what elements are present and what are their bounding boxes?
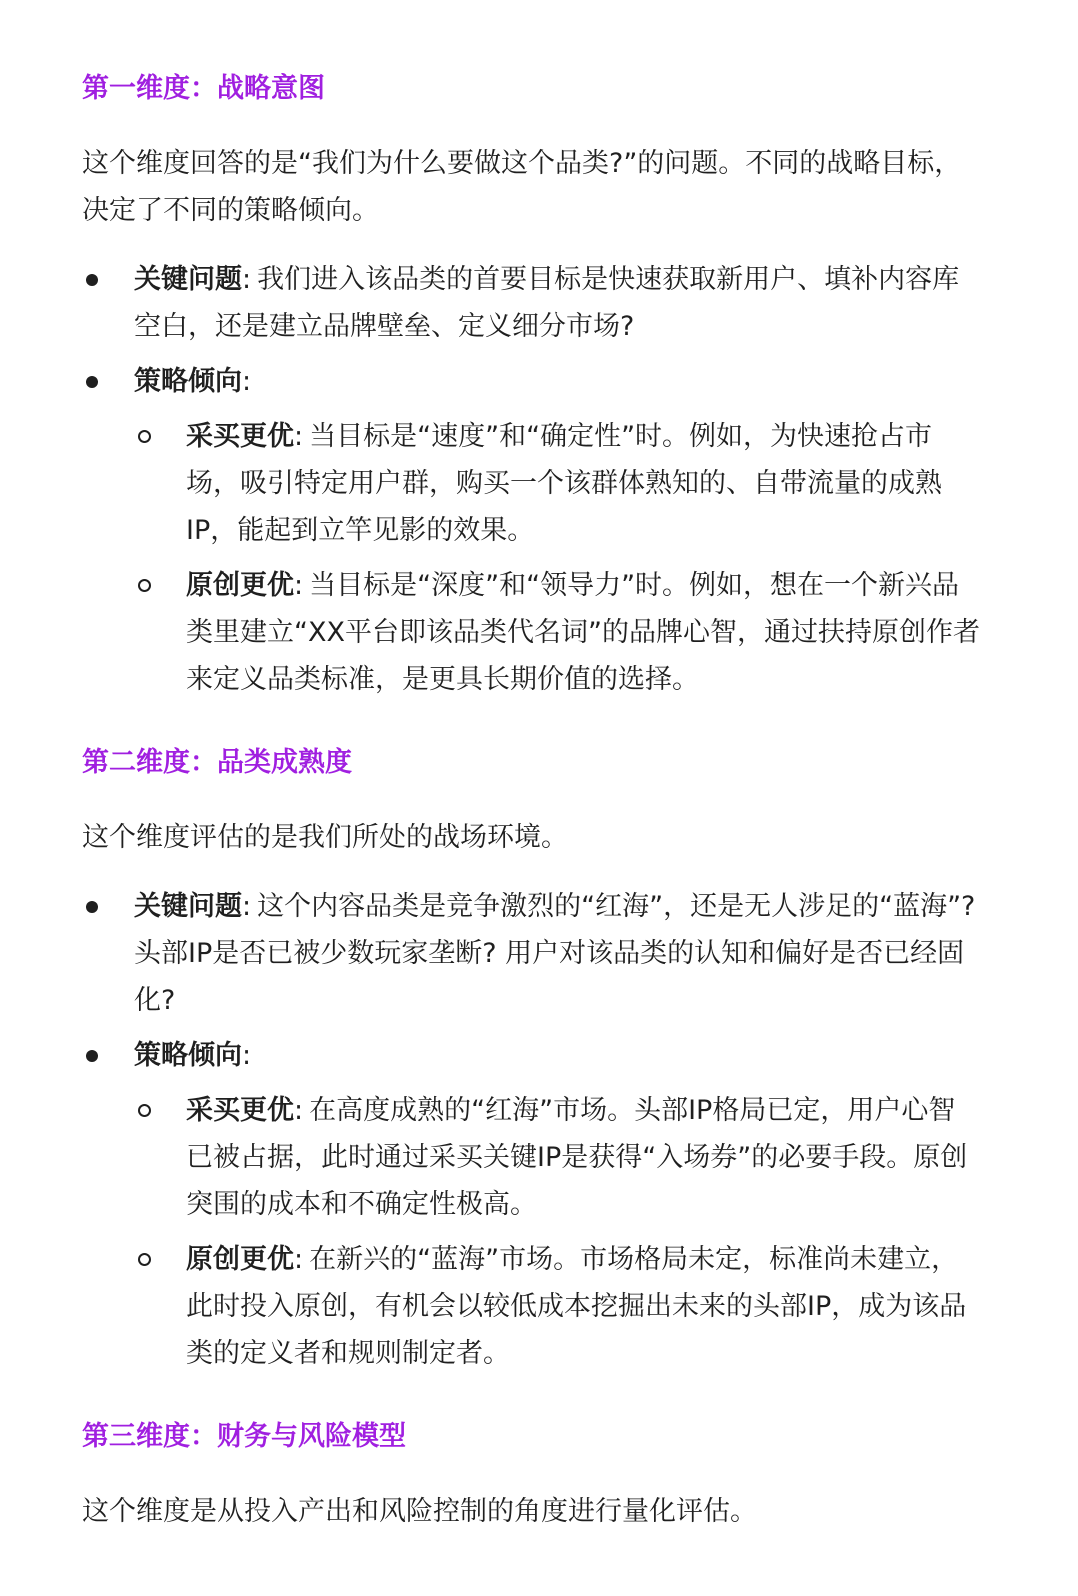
- section-finance-risk: [82, 1418, 982, 1535]
- strategy-term: 策略倾向: [134, 366, 242, 397]
- original-option-item: 原创更优: 在新兴的“蓝海”市场。市场格局未定，标准尚未建立，此时投入原创，有机会以较低成本挖掘出未来的头部IP，成为该品类的定义者和规则制定者。: [82, 1236, 982, 1377]
- bullet-dot-icon: [86, 901, 98, 913]
- section-strategic-intent: [82, 70, 982, 703]
- key-question-term: 关键问题: [134, 264, 242, 295]
- bullet-dot-icon: [86, 274, 98, 286]
- bullet-dot-icon: [86, 376, 98, 388]
- bullet-list: [82, 256, 982, 405]
- buy-option-text: 当目标是“速度”和“确定性”时。例如，为快速抢占市场，吸引特定用户群，购买一个该群体熟知的、自带流量的成熟IP，能起到立竿见影的效果。: [186, 421, 942, 546]
- bullet-dot-icon: [86, 1050, 98, 1062]
- sub-bullet-ring-icon: [138, 430, 151, 443]
- buy-option-text: 在高度成熟的“红海”市场。头部IP格局已定，用户心智已被占据，此时通过采买关键IP是获得“入场券”的必要手段。原创突围的成本和不确定性极高。: [186, 1095, 968, 1220]
- original-option-term: 原创更优: [186, 1244, 294, 1275]
- bullet-list: [82, 883, 982, 1079]
- key-question-item: 关键问题: 我们进入该品类的首要目标是快速获取新用户、填补内容库空白，还是建立品牌壁垒、定义细分市场?: [82, 256, 982, 350]
- buy-option-item: 采买更优: 当目标是“速度”和“确定性”时。例如，为快速抢占市场，吸引特定用户群，购买一个该群体熟知的、自带流量的成熟IP，能起到立竿见影的效果。: [82, 413, 982, 554]
- sub-bullet-ring-icon: [138, 1104, 151, 1117]
- buy-option-term: 采买更优: [186, 1095, 294, 1126]
- section-intro: 这个维度评估的是我们所处的战场环境。: [82, 822, 568, 853]
- section-category-maturity: [82, 744, 982, 1377]
- key-question-item: 关键问题: 这个内容品类是竞争激烈的“红海”，还是无人涉足的“蓝海”? 头部IP是否已被少数玩家垄断? 用户对该品类的认知和偏好是否已经固化?: [82, 883, 982, 1024]
- sub-bullet-ring-icon: [138, 579, 151, 592]
- section-intro: 这个维度是从投入产出和风险控制的角度进行量化评估。: [82, 1496, 757, 1527]
- key-question-text: 我们进入该品类的首要目标是快速获取新用户、填补内容库空白，还是建立品牌壁垒、定义细分市场?: [134, 264, 960, 342]
- original-option-term: 原创更优: [186, 570, 294, 601]
- strategy-item: 策略倾向:: [82, 358, 982, 405]
- original-option-text: 当目标是“深度”和“领导力”时。例如，想在一个新兴品类里建立“XX平台即该品类代名词”的品牌心智，通过扶持原创作者来定义品类标准，是更具长期价值的选择。: [186, 570, 980, 695]
- section-title: 第二维度：品类成熟度: [82, 747, 352, 778]
- original-option-item: 原创更优: 当目标是“深度”和“领导力”时。例如，想在一个新兴品类里建立“XX平台即该品类代名词”的品牌心智，通过扶持原创作者来定义品类标准，是更具长期价值的选择。: [82, 562, 982, 703]
- buy-option-term: 采买更优: [186, 421, 294, 452]
- section-title: 第一维度：战略意图: [82, 73, 325, 104]
- strategy-term: 策略倾向: [134, 1040, 242, 1071]
- key-question-term: 关键问题: [134, 891, 242, 922]
- original-option-text: 在新兴的“蓝海”市场。市场格局未定，标准尚未建立，此时投入原创，有机会以较低成本挖掘出未来的头部IP，成为该品类的定义者和规则制定者。: [186, 1244, 967, 1369]
- key-question-text: 这个内容品类是竞争激烈的“红海”，还是无人涉足的“蓝海”? 头部IP是否已被少数玩家垄断? 用户对该品类的认知和偏好是否已经固化?: [134, 891, 976, 1016]
- strategy-item: 策略倾向:: [82, 1032, 982, 1079]
- section-intro: 这个维度回答的是“我们为什么要做这个品类?”的问题。不同的战略目标，决定了不同的策略倾向。: [82, 148, 962, 226]
- sub-bullet-ring-icon: [138, 1253, 151, 1266]
- section-title: 第三维度：财务与风险模型: [82, 1421, 406, 1452]
- buy-option-item: 采买更优: 在高度成熟的“红海”市场。头部IP格局已定，用户心智已被占据，此时通过采买关键IP是获得“入场券”的必要手段。原创突围的成本和不确定性极高。: [82, 1087, 982, 1228]
